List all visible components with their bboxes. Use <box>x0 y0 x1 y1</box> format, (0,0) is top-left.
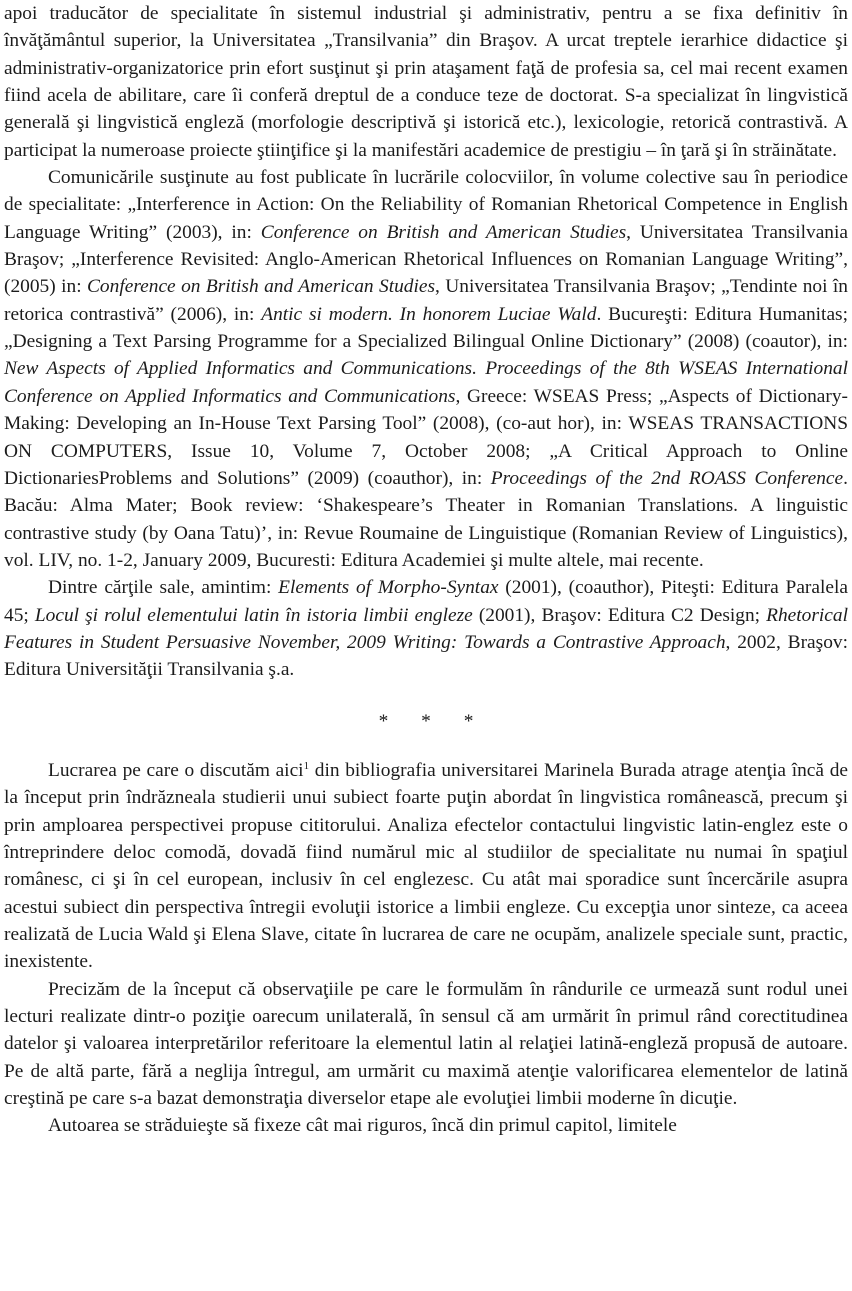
paragraph <box>4 574 848 683</box>
italic-title: Conference on British and American Studies <box>260 221 627 243</box>
text-run: (2001), (coauthor), Piteşti: Editura Paralela 45; <box>4 577 848 626</box>
italic-title: Proceedings of the 2nd ROASS Conference <box>490 467 844 489</box>
footnote-ref: 1 <box>303 759 310 772</box>
paragraph <box>4 1112 848 1139</box>
section-separator <box>4 708 848 735</box>
text-run: , 2002, Braşov: Editura Universităţii Transilvania ş.a. <box>4 631 848 681</box>
text-run: apoi traducător de specialitate în sistemul industrial şi administrativ, pentru a se fixa definitiv în învăţământul superior, la Universitatea „Transilvania” din Braşov. A urcat treptele ierarhice didactice şi administrativ-organizatorice prin efort susţinut şi prin ataşament faţă de profesia sa, cel mai recent examen fiind acela de abilitare, care îi conferă dreptul de a conduce teze de doctorat. S-a specializat în lingvistică generală şi lingvistică engleză (morfologie descriptivă şi istorică etc.), lexicologie, retorică contrastivă. A participat la numeroase proiecte ştiinţifice şi la manifestări academice de prestigiu – în ţară şi în străinătate. <box>4 3 848 161</box>
text-run: Autoarea se străduieşte să fixeze cât mai riguros, încă din primul capitol, limitele <box>48 1115 677 1137</box>
text-run: , Universitatea Transilvania Braşov; „Interference Revisited: Anglo-American Rhetorical Influences on Romanian Language Writing”, (2005) in: <box>4 221 848 298</box>
text-run: (2001), Braşov: Editura C2 Design; <box>472 604 767 626</box>
paragraph <box>4 976 848 1113</box>
page-body <box>4 0 848 1140</box>
text-run: Precizăm de la început că observaţiile pe care le formulăm în rândurile ce urmează sunt rodul unei lecturi realizate dintr-o poziţie oarecum unilaterală, în sensul că am urmărit în primul rând corectitudinea datelor şi valoarea interpretărilor referitoare la elementul latin al relaţiei latină-engleză propusă de autoare. Pe de altă parte, fără a neglija întregul, am urmărit cu maximă atenţie valorificarea elementelor de latină creştină pe care s-a bazat demonstraţia diverselor etape ale evoluţiei limbii moderne în dicuţie. <box>4 978 848 1110</box>
italic-title: Locul şi rolul elementului latin în istoria limbii engleze <box>34 604 473 626</box>
text-run: . Bucureşti: Editura Humanitas; „Designing a Text Parsing Programme for a Specialized Bilingual Online Dictionary” (2008) (coautor), in: <box>4 303 848 353</box>
text-run: din bibliografia universitarei Marinela Burada atrage atenţia încă de la început prin îndrăzneala studierii unui subiect foarte puţin abordat în lingvistica românească, precum şi prin amploarea perspectivei propuse cititorului. Analiza efectelor contactului lingvistic latin-englez este o întreprindere deloc comodă, dovadă fiind numărul mic al studiilor de specialitate nu numai în spaţiul românesc, ci şi în cel european, inclusiv în cel englezesc. Cu atât mai sporadice sunt încercările asupra acestui subiect din perspectiva întregii evoluţii istorice a limbii engleze. Cu excepţia unor sinteze, ca aceea realizată de Lucia Wald şi Elena Slave, citate în lucrarea de care ne ocupăm, analizele speciale sunt, practic, inexistente. <box>4 759 848 973</box>
text-run: . Bacău: Alma Mater; Book review: ‘Shakespeare’s Theater in Romanian Translations. A linguistic contrastive study (by Oana Tatu)’, in: Revue Roumaine de Linguistique (Romanian Review of Linguistics), vol. LIV, no. 1-2, January 2009, Bucuresti: Editura Academiei şi multe altele, mai recente. <box>4 467 848 571</box>
text-run: Lucrarea pe care o discutăm aici <box>48 759 304 781</box>
text-run: , Universitatea Transilvania Braşov; „Tendinte noi în retorica contrastivă” (2006), in: <box>4 276 848 325</box>
paragraph <box>4 757 848 976</box>
text-run: * * * <box>378 710 488 732</box>
italic-title: Rhetorical Features in Student Persuasive November, 2009 Writing: Towards a Contrastive Approach <box>4 604 848 653</box>
italic-title: Antic si modern. In honorem Luciae Wald <box>261 303 597 325</box>
italic-title: New Aspects of Applied Informatics and Communications. Proceedings of the 8th WSEAS International Conference on Applied Informatics and Communications <box>4 358 848 407</box>
text-run: , Greece: WSEAS Press; „Aspects of Dictionary-Making: Developing an In-House Text Parsing Tool” (2008), (co-aut hor), in: WSEAS TRANSACTIONS ON COMPUTERS, Issue 10, Volume 7, October 2008; „A Critical Approach to Online DictionariesProblems and Solutions” (2009) (coauthor), in: <box>4 385 848 489</box>
italic-title: Conference on British and American Studies <box>87 276 436 298</box>
paragraph <box>4 0 848 164</box>
paragraph <box>4 164 848 574</box>
text-run: Dintre cărţile sale, amintim: <box>48 577 279 599</box>
text-run: Comunicările susţinute au fost publicate în lucrările colocviilor, în volume colective sau în periodice de specialitate: „Interference in Action: On the Reliability of Romanian Rhetorical Competence in English Language Writing” (2003), in: <box>4 167 848 243</box>
italic-title: Elements of Morpho-Syntax <box>278 577 499 599</box>
